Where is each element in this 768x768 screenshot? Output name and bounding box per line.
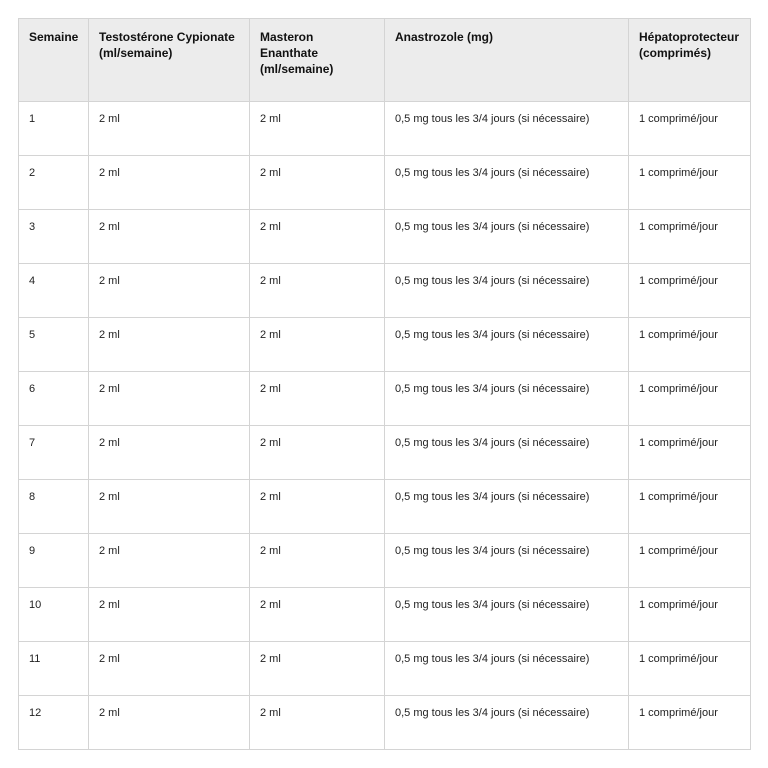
cell-hepatoprotecteur: 1 comprimé/jour bbox=[629, 642, 751, 696]
cell-semaine: 3 bbox=[19, 210, 89, 264]
cell-testosterone-cypionate: 2 ml bbox=[89, 102, 250, 156]
cell-testosterone-cypionate: 2 ml bbox=[89, 210, 250, 264]
cell-hepatoprotecteur: 1 comprimé/jour bbox=[629, 156, 751, 210]
cell-masteron-enanthate: 2 ml bbox=[250, 426, 385, 480]
cell-semaine: 7 bbox=[19, 426, 89, 480]
cell-testosterone-cypionate: 2 ml bbox=[89, 264, 250, 318]
cell-semaine: 9 bbox=[19, 534, 89, 588]
cell-hepatoprotecteur: 1 comprimé/jour bbox=[629, 480, 751, 534]
cell-testosterone-cypionate: 2 ml bbox=[89, 480, 250, 534]
cell-testosterone-cypionate: 2 ml bbox=[89, 156, 250, 210]
cell-anastrozole: 0,5 mg tous les 3/4 jours (si nécessaire) bbox=[385, 642, 629, 696]
cell-masteron-enanthate: 2 ml bbox=[250, 642, 385, 696]
cell-anastrozole: 0,5 mg tous les 3/4 jours (si nécessaire) bbox=[385, 588, 629, 642]
column-header-testosterone-cypionate: Testostérone Cypionate (ml/semaine) bbox=[89, 19, 250, 102]
cell-masteron-enanthate: 2 ml bbox=[250, 102, 385, 156]
table-row bbox=[19, 264, 751, 318]
cell-testosterone-cypionate: 2 ml bbox=[89, 588, 250, 642]
table-row bbox=[19, 318, 751, 372]
column-header-hepatoprotecteur: Hépatoprotecteur (comprimés) bbox=[629, 19, 751, 102]
cell-semaine: 10 bbox=[19, 588, 89, 642]
cell-semaine: 2 bbox=[19, 156, 89, 210]
cell-testosterone-cypionate: 2 ml bbox=[89, 642, 250, 696]
cell-anastrozole: 0,5 mg tous les 3/4 jours (si nécessaire) bbox=[385, 156, 629, 210]
table-row bbox=[19, 102, 751, 156]
dosage-schedule-table bbox=[18, 18, 751, 750]
table-row bbox=[19, 642, 751, 696]
column-header-masteron-enanthate: Masteron Enanthate (ml/semaine) bbox=[250, 19, 385, 102]
table-body bbox=[19, 102, 751, 750]
cell-testosterone-cypionate: 2 ml bbox=[89, 534, 250, 588]
cell-hepatoprotecteur: 1 comprimé/jour bbox=[629, 426, 751, 480]
table-row bbox=[19, 480, 751, 534]
header-row bbox=[19, 19, 751, 102]
cell-masteron-enanthate: 2 ml bbox=[250, 210, 385, 264]
cell-anastrozole: 0,5 mg tous les 3/4 jours (si nécessaire) bbox=[385, 480, 629, 534]
table-row bbox=[19, 426, 751, 480]
table-row bbox=[19, 156, 751, 210]
cell-anastrozole: 0,5 mg tous les 3/4 jours (si nécessaire) bbox=[385, 372, 629, 426]
column-header-semaine: Semaine bbox=[19, 19, 89, 102]
cell-semaine: 11 bbox=[19, 642, 89, 696]
cell-masteron-enanthate: 2 ml bbox=[250, 264, 385, 318]
cell-masteron-enanthate: 2 ml bbox=[250, 156, 385, 210]
cell-semaine: 8 bbox=[19, 480, 89, 534]
cell-testosterone-cypionate: 2 ml bbox=[89, 696, 250, 750]
cell-masteron-enanthate: 2 ml bbox=[250, 696, 385, 750]
table-row bbox=[19, 210, 751, 264]
table-row bbox=[19, 588, 751, 642]
cell-testosterone-cypionate: 2 ml bbox=[89, 318, 250, 372]
cell-hepatoprotecteur: 1 comprimé/jour bbox=[629, 264, 751, 318]
cell-hepatoprotecteur: 1 comprimé/jour bbox=[629, 102, 751, 156]
cell-testosterone-cypionate: 2 ml bbox=[89, 372, 250, 426]
cell-semaine: 5 bbox=[19, 318, 89, 372]
cell-semaine: 4 bbox=[19, 264, 89, 318]
column-header-anastrozole: Anastrozole (mg) bbox=[385, 19, 629, 102]
cell-masteron-enanthate: 2 ml bbox=[250, 588, 385, 642]
cell-anastrozole: 0,5 mg tous les 3/4 jours (si nécessaire) bbox=[385, 318, 629, 372]
cell-masteron-enanthate: 2 ml bbox=[250, 534, 385, 588]
cell-hepatoprotecteur: 1 comprimé/jour bbox=[629, 372, 751, 426]
cell-hepatoprotecteur: 1 comprimé/jour bbox=[629, 534, 751, 588]
cell-hepatoprotecteur: 1 comprimé/jour bbox=[629, 588, 751, 642]
cell-anastrozole: 0,5 mg tous les 3/4 jours (si nécessaire) bbox=[385, 696, 629, 750]
cell-hepatoprotecteur: 1 comprimé/jour bbox=[629, 318, 751, 372]
cell-masteron-enanthate: 2 ml bbox=[250, 480, 385, 534]
cell-anastrozole: 0,5 mg tous les 3/4 jours (si nécessaire) bbox=[385, 102, 629, 156]
cell-hepatoprotecteur: 1 comprimé/jour bbox=[629, 210, 751, 264]
cell-semaine: 1 bbox=[19, 102, 89, 156]
cell-semaine: 12 bbox=[19, 696, 89, 750]
table-row bbox=[19, 534, 751, 588]
table-row bbox=[19, 696, 751, 750]
cell-anastrozole: 0,5 mg tous les 3/4 jours (si nécessaire) bbox=[385, 210, 629, 264]
cell-hepatoprotecteur: 1 comprimé/jour bbox=[629, 696, 751, 750]
cell-testosterone-cypionate: 2 ml bbox=[89, 426, 250, 480]
cell-anastrozole: 0,5 mg tous les 3/4 jours (si nécessaire) bbox=[385, 534, 629, 588]
cell-anastrozole: 0,5 mg tous les 3/4 jours (si nécessaire) bbox=[385, 426, 629, 480]
table-row bbox=[19, 372, 751, 426]
cell-masteron-enanthate: 2 ml bbox=[250, 372, 385, 426]
cell-semaine: 6 bbox=[19, 372, 89, 426]
cell-anastrozole: 0,5 mg tous les 3/4 jours (si nécessaire) bbox=[385, 264, 629, 318]
cell-masteron-enanthate: 2 ml bbox=[250, 318, 385, 372]
